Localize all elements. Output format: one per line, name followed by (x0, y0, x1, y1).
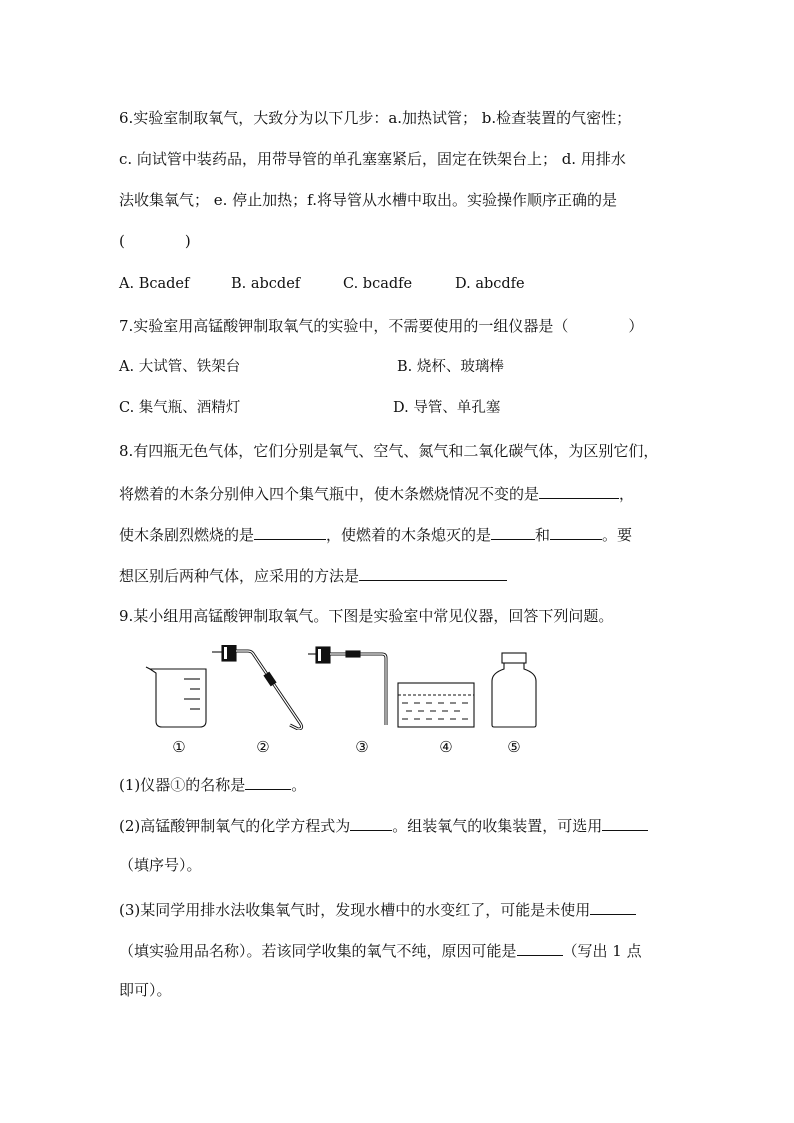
q9-sub-3-text: (3)某同学用排水法收集氧气时，发现水槽中的水变红了，可能是未使用 (119, 901, 591, 919)
q8-line-4-text: 想区别后两种气体，应采用的方法是 (119, 567, 360, 585)
q8-line-3-text-a: 使木条剧烈燃烧的是 (119, 526, 255, 544)
q6-option-b: B. abcdef (231, 276, 301, 292)
q6-line-2: c. 向试管中装药品，用带导管的单孔塞塞紧后，固定在铁架台上； d. 用排水 (119, 150, 626, 168)
answer-blank-2[interactable] (254, 523, 326, 540)
gas-collecting-bottle-icon (492, 653, 536, 727)
q9-sub-2-text-a: (2)高锰酸钾制氧气的化学方程式为 (119, 817, 351, 835)
q9-sub-2-line-2: （填序号）。 (119, 856, 202, 874)
q8-line-2-text: 将燃着的木条分别伸入四个集气瓶中，使木条燃烧情况不变的是 (119, 485, 540, 503)
answer-blank-10[interactable] (517, 939, 563, 956)
q9-sub-3-line-2 (119, 939, 642, 961)
stopper-right-angle-tube-icon (308, 647, 386, 725)
lab-apparatus-figure (140, 645, 560, 730)
q7-option-b: B. 烧杯、玻璃棒 (397, 359, 504, 375)
q9-sub-3-line-2-text: （填实验用品名称）。若该同学收集的氧气不纯，原因可能是 (119, 942, 517, 960)
q8-line-3 (119, 523, 632, 545)
q6-line-3: 法收集氧气； e. 停止加热；f.将导管从水槽中取出。实验操作顺序正确的是 (119, 191, 617, 209)
q8-line-2 (119, 482, 634, 504)
q9-sub-1-end: 。 (291, 776, 307, 794)
answer-blank-5[interactable] (359, 564, 507, 581)
q7-option-a: A. 大试管、铁架台 (119, 359, 241, 375)
q9-sub-1-text: (1)仪器①的名称是 (119, 776, 246, 794)
q9-sub-2-text-b: 。组装氧气的收集装置，可选用 (392, 817, 603, 835)
q8-line-2-end: ， (619, 485, 635, 503)
q9-sub-3-line-3: 即可）。 (119, 981, 172, 999)
q6-line-1: 6.实验室制取氧气，大致分为以下几步：a.加热试管； b.检查装置的气密性； (119, 109, 632, 127)
answer-blank-4[interactable] (550, 523, 602, 540)
q7-option-d: D. 导管、单孔塞 (393, 400, 501, 416)
q6-answer-bracket: ( ) (119, 232, 191, 250)
stopper-bent-tube-icon (212, 645, 302, 729)
q8-line-3-end: 。要 (602, 526, 633, 544)
q9-stem: 9.某小组用高锰酸钾制取氧气。下图是实验室中常见仪器，回答下列问题。 (119, 607, 614, 625)
beaker-icon (146, 667, 206, 727)
q9-sub-3 (119, 898, 636, 920)
q8-line-3-and: 和 (535, 526, 551, 544)
q6-option-d: D. abcdfe (455, 276, 525, 292)
q8-line-3-text-b: ，使燃着的木条熄灭的是 (326, 526, 492, 544)
answer-blank-7[interactable] (350, 814, 392, 831)
figure-label-5: ⑤ (507, 738, 521, 756)
answer-blank-8[interactable] (602, 814, 648, 831)
figure-label-1: ① (172, 738, 186, 756)
answer-blank-6[interactable] (245, 773, 291, 790)
answer-blank-3[interactable] (491, 523, 535, 540)
figure-label-4: ④ (439, 738, 453, 756)
q9-sub-2 (119, 814, 648, 836)
water-trough-icon (398, 683, 474, 727)
q7-option-c: C. 集气瓶、酒精灯 (119, 400, 241, 416)
q6-option-a: A. Bcadef (119, 276, 190, 292)
q6-option-c: C. bcadfe (343, 276, 413, 292)
figure-label-2: ② (256, 738, 270, 756)
answer-blank-9[interactable] (590, 898, 636, 915)
q8-line-1: 8.有四瓶无色气体，它们分别是氧气、空气、氮气和二氧化碳气体，为区别它们， (119, 442, 659, 460)
figure-label-3: ③ (355, 738, 369, 756)
answer-blank-1[interactable] (539, 482, 619, 499)
q9-sub-1 (119, 773, 306, 795)
q9-sub-3-line-2-end: （写出 1 点 (562, 942, 642, 960)
q7-stem: 7.实验室用高锰酸钾制取氧气的实验中，不需要使用的一组仪器是（ ） (119, 317, 644, 335)
q8-line-4 (119, 564, 507, 586)
